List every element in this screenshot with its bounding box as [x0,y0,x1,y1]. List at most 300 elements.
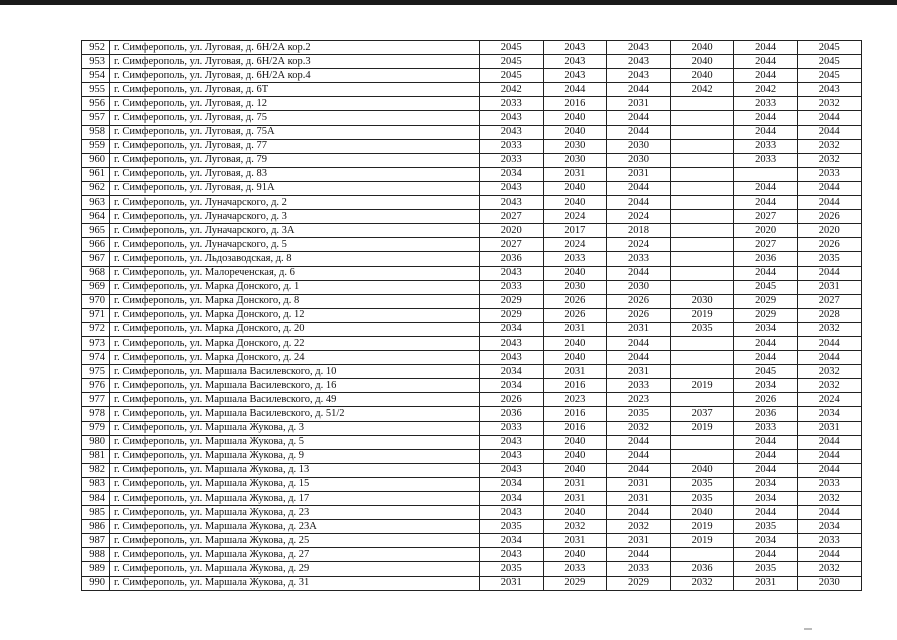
address-cell: г. Симферополь, ул. Маршала Жукова, д. 23 [110,506,480,520]
table-row [82,449,862,463]
year-cell-2: 2043 [543,55,607,69]
table-row [82,534,862,548]
year-cell-1: 2043 [480,351,544,365]
table-row [82,252,862,266]
year-cell-4 [670,125,734,139]
row-number-cell: 973 [82,336,110,350]
year-cell-1: 2043 [480,506,544,520]
year-cell-6: 2044 [797,336,861,350]
year-cell-5: 2044 [734,266,798,280]
table-row [82,294,862,308]
row-number-cell: 962 [82,181,110,195]
year-cell-5: 2036 [734,407,798,421]
row-number-cell: 975 [82,365,110,379]
year-cell-1: 2027 [480,210,544,224]
year-cell-5: 2044 [734,548,798,562]
address-cell: г. Симферополь, ул. Луначарского, д. 3А [110,224,480,238]
year-cell-1: 2043 [480,196,544,210]
table-row [82,576,862,590]
address-cell: г. Симферополь, ул. Луговая, д. 91А [110,181,480,195]
table-row [82,421,862,435]
address-cell: г. Симферополь, ул. Луначарского, д. 5 [110,238,480,252]
year-cell-2: 2043 [543,69,607,83]
table-row [82,492,862,506]
year-cell-5: 2034 [734,379,798,393]
year-cell-4 [670,365,734,379]
table-row [82,125,862,139]
year-cell-1: 2036 [480,252,544,266]
address-cell: г. Симферополь, ул. Луначарского, д. 3 [110,210,480,224]
address-cell: г. Симферополь, ул. Маршала Жукова, д. 13 [110,463,480,477]
address-cell: г. Симферополь, ул. Маршала Жукова, д. 31 [110,576,480,590]
year-cell-3: 2044 [607,449,671,463]
year-cell-5: 2044 [734,196,798,210]
row-number-cell: 984 [82,492,110,506]
year-cell-1: 2043 [480,463,544,477]
year-cell-2: 2026 [543,294,607,308]
year-cell-5: 2033 [734,421,798,435]
year-cell-3: 2031 [607,365,671,379]
year-cell-2: 2040 [543,435,607,449]
year-cell-1: 2034 [480,477,544,491]
year-cell-3: 2031 [607,167,671,181]
row-number-cell: 956 [82,97,110,111]
year-cell-2: 2030 [543,153,607,167]
year-cell-5: 2044 [734,55,798,69]
year-cell-6: 2044 [797,196,861,210]
row-number-cell: 976 [82,379,110,393]
year-cell-5: 2044 [734,435,798,449]
table-row [82,365,862,379]
year-cell-6: 2045 [797,55,861,69]
year-cell-4 [670,435,734,449]
year-cell-5: 2033 [734,139,798,153]
year-cell-3: 2024 [607,238,671,252]
table-row [82,41,862,55]
year-cell-2: 2040 [543,111,607,125]
year-cell-1: 2026 [480,393,544,407]
year-cell-5 [734,167,798,181]
row-number-cell: 970 [82,294,110,308]
table-row [82,520,862,534]
year-cell-1: 2033 [480,421,544,435]
address-cell: г. Симферополь, ул. Луговая, д. 75 [110,111,480,125]
year-cell-2: 2031 [543,534,607,548]
year-cell-5: 2026 [734,393,798,407]
year-cell-5: 2036 [734,252,798,266]
address-cell: г. Симферополь, ул. Марка Донского, д. 22 [110,336,480,350]
year-cell-1: 2034 [480,492,544,506]
row-number-cell: 958 [82,125,110,139]
table-row [82,548,862,562]
year-cell-3: 2044 [607,111,671,125]
row-number-cell: 982 [82,463,110,477]
year-cell-4 [670,280,734,294]
year-cell-3: 2044 [607,548,671,562]
table-row [82,336,862,350]
year-cell-1: 2020 [480,224,544,238]
year-cell-6: 2035 [797,252,861,266]
year-cell-6: 2027 [797,294,861,308]
year-cell-4 [670,351,734,365]
year-cell-1: 2042 [480,83,544,97]
address-cell: г. Симферополь, ул. Луговая, д. 12 [110,97,480,111]
year-cell-4: 2019 [670,534,734,548]
year-cell-6: 2034 [797,520,861,534]
address-cell: г. Симферополь, ул. Марка Донского, д. 12 [110,308,480,322]
year-cell-5: 2031 [734,576,798,590]
year-cell-1: 2029 [480,294,544,308]
year-cell-1: 2043 [480,111,544,125]
year-cell-5: 2033 [734,97,798,111]
year-cell-3: 2044 [607,83,671,97]
year-cell-4: 2032 [670,576,734,590]
year-cell-1: 2043 [480,435,544,449]
address-cell: г. Симферополь, ул. Маршала Жукова, д. 29 [110,562,480,576]
address-cell: г. Симферополь, ул. Луговая, д. 79 [110,153,480,167]
year-cell-1: 2043 [480,548,544,562]
year-cell-1: 2045 [480,69,544,83]
year-cell-2: 2032 [543,520,607,534]
table-row [82,379,862,393]
year-cell-2: 2031 [543,365,607,379]
year-cell-1: 2043 [480,336,544,350]
year-cell-3: 2026 [607,294,671,308]
year-cell-6: 2045 [797,41,861,55]
table-row [82,196,862,210]
year-cell-2: 2031 [543,477,607,491]
year-cell-1: 2033 [480,97,544,111]
address-cell: г. Симферополь, ул. Марка Донского, д. 8 [110,294,480,308]
row-number-cell: 983 [82,477,110,491]
year-cell-6: 2044 [797,463,861,477]
year-cell-5: 2044 [734,181,798,195]
year-cell-3: 2035 [607,407,671,421]
year-cell-2: 2024 [543,210,607,224]
document-table-container [81,40,862,591]
year-cell-6: 2044 [797,351,861,365]
year-cell-3: 2044 [607,125,671,139]
year-cell-2: 2016 [543,97,607,111]
year-cell-5: 2027 [734,238,798,252]
table-body [82,41,862,591]
year-cell-5: 2029 [734,294,798,308]
year-cell-4 [670,111,734,125]
year-cell-2: 2033 [543,252,607,266]
year-cell-4 [670,139,734,153]
year-cell-3: 2030 [607,139,671,153]
address-cell: г. Симферополь, ул. Марка Донского, д. 24 [110,351,480,365]
year-cell-4: 2019 [670,308,734,322]
year-cell-6: 2044 [797,266,861,280]
year-cell-3: 2033 [607,379,671,393]
row-number-cell: 954 [82,69,110,83]
year-cell-6: 2045 [797,69,861,83]
year-cell-6: 2031 [797,280,861,294]
row-number-cell: 972 [82,322,110,336]
year-cell-3: 2043 [607,41,671,55]
year-cell-2: 2040 [543,266,607,280]
address-cell: г. Симферополь, ул. Луговая, д. 77 [110,139,480,153]
year-cell-3: 2018 [607,224,671,238]
row-number-cell: 963 [82,196,110,210]
year-cell-2: 2040 [543,125,607,139]
year-cell-4 [670,449,734,463]
year-cell-6: 2020 [797,224,861,238]
year-cell-6: 2044 [797,449,861,463]
address-cell: г. Симферополь, ул. Маршала Василевского, д. 16 [110,379,480,393]
table-row [82,167,862,181]
year-cell-2: 2016 [543,421,607,435]
year-cell-1: 2043 [480,449,544,463]
year-cell-1: 2033 [480,280,544,294]
year-cell-5: 2027 [734,210,798,224]
year-cell-3: 2030 [607,153,671,167]
address-cell: г. Симферополь, ул. Маршала Жукова, д. 9 [110,449,480,463]
year-cell-6: 2034 [797,407,861,421]
year-cell-3: 2024 [607,210,671,224]
year-cell-3: 2023 [607,393,671,407]
address-cell: г. Симферополь, ул. Луговая, д. 83 [110,167,480,181]
address-cell: г. Симферополь, ул. Луговая, д. 6Н/2А кор.4 [110,69,480,83]
year-cell-3: 2033 [607,252,671,266]
year-cell-5: 2044 [734,111,798,125]
year-cell-6: 2032 [797,365,861,379]
year-cell-5: 2033 [734,153,798,167]
address-cell: г. Симферополь, ул. Луговая, д. 6Н/2А кор.3 [110,55,480,69]
year-cell-6: 2030 [797,576,861,590]
year-cell-4 [670,548,734,562]
year-cell-5: 2034 [734,492,798,506]
table-row [82,506,862,520]
table-row [82,153,862,167]
year-cell-1: 2027 [480,238,544,252]
year-cell-4 [670,266,734,280]
year-cell-5: 2035 [734,562,798,576]
year-cell-5: 2044 [734,506,798,520]
year-cell-1: 2035 [480,520,544,534]
year-cell-1: 2045 [480,55,544,69]
row-number-cell: 953 [82,55,110,69]
row-number-cell: 965 [82,224,110,238]
table-row [82,477,862,491]
year-cell-3: 2044 [607,336,671,350]
table-row [82,83,862,97]
year-cell-2: 2033 [543,562,607,576]
table-row [82,97,862,111]
year-cell-1: 2033 [480,153,544,167]
row-number-cell: 986 [82,520,110,534]
year-cell-2: 2030 [543,139,607,153]
year-cell-6: 2032 [797,97,861,111]
building-schedule-table [81,40,862,591]
year-cell-2: 2024 [543,238,607,252]
year-cell-3: 2044 [607,435,671,449]
year-cell-2: 2040 [543,463,607,477]
year-cell-3: 2044 [607,181,671,195]
row-number-cell: 977 [82,393,110,407]
table-row [82,322,862,336]
year-cell-4: 2019 [670,421,734,435]
year-cell-1: 2034 [480,322,544,336]
year-cell-6: 2043 [797,83,861,97]
year-cell-2: 2031 [543,492,607,506]
row-number-cell: 952 [82,41,110,55]
year-cell-4: 2042 [670,83,734,97]
year-cell-4 [670,210,734,224]
year-cell-6: 2032 [797,492,861,506]
year-cell-4 [670,224,734,238]
table-row [82,351,862,365]
address-cell: г. Симферополь, ул. Маршала Жукова, д. 5 [110,435,480,449]
year-cell-5: 2034 [734,322,798,336]
table-row [82,308,862,322]
year-cell-1: 2036 [480,407,544,421]
year-cell-3: 2031 [607,97,671,111]
year-cell-2: 2017 [543,224,607,238]
year-cell-2: 2040 [543,336,607,350]
year-cell-5: 2045 [734,280,798,294]
year-cell-4 [670,181,734,195]
year-cell-3: 2031 [607,477,671,491]
year-cell-4 [670,336,734,350]
year-cell-4: 2040 [670,69,734,83]
year-cell-5: 2044 [734,69,798,83]
table-row [82,55,862,69]
year-cell-5: 2044 [734,351,798,365]
row-number-cell: 989 [82,562,110,576]
year-cell-2: 2040 [543,506,607,520]
address-cell: г. Симферополь, ул. Маршала Жукова, д. 27 [110,548,480,562]
scan-top-edge [0,0,897,5]
address-cell: г. Симферополь, ул. Маршала Жукова, д. 23А [110,520,480,534]
year-cell-2: 2043 [543,41,607,55]
row-number-cell: 955 [82,83,110,97]
year-cell-2: 2031 [543,322,607,336]
year-cell-4: 2035 [670,492,734,506]
year-cell-1: 2043 [480,266,544,280]
table-row [82,407,862,421]
year-cell-2: 2040 [543,181,607,195]
table-row [82,266,862,280]
year-cell-5: 2045 [734,365,798,379]
year-cell-3: 2029 [607,576,671,590]
year-cell-2: 2044 [543,83,607,97]
year-cell-6: 2032 [797,322,861,336]
year-cell-4: 2040 [670,41,734,55]
year-cell-2: 2016 [543,407,607,421]
table-row [82,463,862,477]
row-number-cell: 957 [82,111,110,125]
row-number-cell: 969 [82,280,110,294]
row-number-cell: 964 [82,210,110,224]
row-number-cell: 988 [82,548,110,562]
year-cell-4 [670,153,734,167]
year-cell-4 [670,167,734,181]
address-cell: г. Симферополь, ул. Марка Донского, д. 1 [110,280,480,294]
year-cell-6: 2028 [797,308,861,322]
year-cell-1: 2045 [480,41,544,55]
table-row [82,139,862,153]
year-cell-2: 2023 [543,393,607,407]
address-cell: г. Симферополь, ул. Маршала Василевского, д. 51/2 [110,407,480,421]
address-cell: г. Симферополь, ул. Маршала Жукова, д. 15 [110,477,480,491]
year-cell-3: 2031 [607,534,671,548]
year-cell-2: 2031 [543,167,607,181]
year-cell-3: 2044 [607,463,671,477]
year-cell-6: 2044 [797,548,861,562]
row-number-cell: 981 [82,449,110,463]
row-number-cell: 971 [82,308,110,322]
year-cell-4: 2019 [670,379,734,393]
table-row [82,435,862,449]
address-cell: г. Симферополь, ул. Маршала Василевского, д. 49 [110,393,480,407]
year-cell-3: 2031 [607,322,671,336]
year-cell-4: 2035 [670,322,734,336]
year-cell-6: 2032 [797,562,861,576]
year-cell-4 [670,393,734,407]
row-number-cell: 979 [82,421,110,435]
year-cell-3: 2044 [607,506,671,520]
year-cell-3: 2026 [607,308,671,322]
row-number-cell: 968 [82,266,110,280]
year-cell-5: 2034 [734,534,798,548]
year-cell-4: 2040 [670,55,734,69]
year-cell-6: 2032 [797,139,861,153]
year-cell-3: 2043 [607,69,671,83]
year-cell-6: 2026 [797,210,861,224]
year-cell-1: 2031 [480,576,544,590]
year-cell-5: 2044 [734,449,798,463]
year-cell-5: 2029 [734,308,798,322]
row-number-cell: 980 [82,435,110,449]
address-cell: г. Симферополь, ул. Маршала Жукова, д. 3 [110,421,480,435]
year-cell-6: 2024 [797,393,861,407]
table-row [82,111,862,125]
year-cell-4: 2036 [670,562,734,576]
year-cell-6: 2033 [797,477,861,491]
year-cell-6: 2032 [797,379,861,393]
year-cell-2: 2026 [543,308,607,322]
year-cell-1: 2034 [480,365,544,379]
year-cell-5: 2044 [734,463,798,477]
address-cell: г. Симферополь, ул. Луговая, д. 6Н/2А кор.2 [110,41,480,55]
year-cell-4: 2037 [670,407,734,421]
year-cell-4: 2040 [670,463,734,477]
year-cell-5: 2034 [734,477,798,491]
year-cell-1: 2034 [480,167,544,181]
address-cell: г. Симферополь, ул. Льдозаводская, д. 8 [110,252,480,266]
year-cell-4 [670,97,734,111]
year-cell-6: 2044 [797,435,861,449]
year-cell-1: 2034 [480,379,544,393]
scan-speck [804,628,812,630]
row-number-cell: 967 [82,252,110,266]
year-cell-2: 2040 [543,548,607,562]
row-number-cell: 959 [82,139,110,153]
year-cell-2: 2040 [543,449,607,463]
year-cell-5: 2044 [734,336,798,350]
year-cell-3: 2031 [607,492,671,506]
address-cell: г. Симферополь, ул. Луговая, д. 75А [110,125,480,139]
year-cell-5: 2044 [734,41,798,55]
year-cell-1: 2034 [480,534,544,548]
table-row [82,224,862,238]
year-cell-6: 2044 [797,125,861,139]
address-cell: г. Симферополь, ул. Луначарского, д. 2 [110,196,480,210]
row-number-cell: 987 [82,534,110,548]
year-cell-1: 2043 [480,125,544,139]
